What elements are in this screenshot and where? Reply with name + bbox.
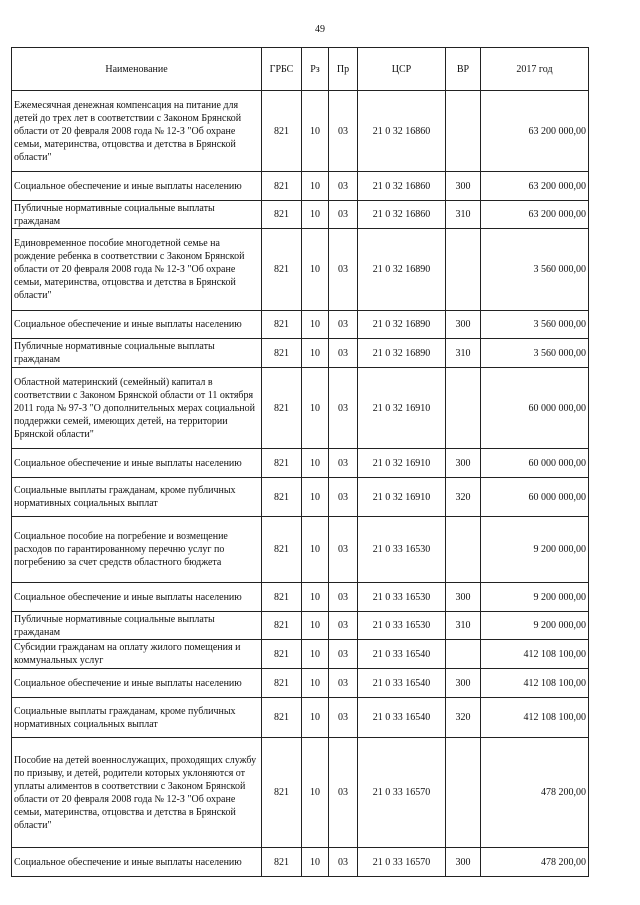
cell-grbs: 821	[262, 368, 302, 449]
cell-amount: 478 200,00	[481, 738, 589, 848]
cell-rz: 10	[302, 478, 329, 517]
cell-grbs: 821	[262, 640, 302, 669]
cell-vr	[446, 640, 481, 669]
cell-grbs: 821	[262, 449, 302, 478]
cell-name: Субсидии гражданам на оплату жилого помещения и коммунальных услуг	[12, 640, 262, 669]
cell-grbs: 821	[262, 583, 302, 612]
cell-rz: 10	[302, 311, 329, 339]
cell-csr: 21 0 33 16570	[358, 848, 446, 877]
cell-rz: 10	[302, 583, 329, 612]
cell-amount: 9 200 000,00	[481, 612, 589, 640]
cell-pr: 03	[329, 698, 358, 738]
cell-rz: 10	[302, 229, 329, 311]
cell-amount: 3 560 000,00	[481, 339, 589, 368]
cell-csr: 21 0 32 16860	[358, 91, 446, 172]
cell-pr: 03	[329, 311, 358, 339]
cell-grbs: 821	[262, 612, 302, 640]
cell-rz: 10	[302, 698, 329, 738]
header-name: Наименование	[12, 48, 262, 91]
cell-name: Социальные выплаты гражданам, кроме публичных нормативных социальных выплат	[12, 698, 262, 738]
cell-pr: 03	[329, 640, 358, 669]
cell-vr	[446, 517, 481, 583]
cell-csr: 21 0 33 16540	[358, 698, 446, 738]
cell-grbs: 821	[262, 478, 302, 517]
cell-rz: 10	[302, 201, 329, 229]
cell-rz: 10	[302, 640, 329, 669]
cell-pr: 03	[329, 172, 358, 201]
cell-name: Социальное обеспечение и иные выплаты населению	[12, 311, 262, 339]
table-row	[12, 640, 589, 669]
table-row	[12, 91, 589, 172]
cell-name: Областной материнский (семейный) капитал в соответствии с Законом Брянской области от 11 октября 2011 года № 97-З "О дополнительных мерах социальной поддержки семей, имеющих детей, на территории Брянской области"	[12, 368, 262, 449]
cell-rz: 10	[302, 339, 329, 368]
cell-vr	[446, 229, 481, 311]
cell-csr: 21 0 32 16860	[358, 172, 446, 201]
cell-grbs: 821	[262, 201, 302, 229]
cell-pr: 03	[329, 91, 358, 172]
cell-amount: 60 000 000,00	[481, 368, 589, 449]
cell-csr: 21 0 33 16540	[358, 669, 446, 698]
cell-name: Социальные выплаты гражданам, кроме публичных нормативных социальных выплат	[12, 478, 262, 517]
cell-csr: 21 0 32 16890	[358, 339, 446, 368]
cell-grbs: 821	[262, 669, 302, 698]
cell-vr	[446, 91, 481, 172]
cell-pr: 03	[329, 517, 358, 583]
cell-grbs: 821	[262, 848, 302, 877]
header-vr: ВР	[446, 48, 481, 91]
cell-pr: 03	[329, 339, 358, 368]
budget-table	[11, 47, 589, 877]
cell-csr: 21 0 33 16540	[358, 640, 446, 669]
cell-name: Единовременное пособие многодетной семье на рождение ребенка в соответствии с Законом Брянской области от 20 февраля 2008 года № 12-З "Об охране семьи, материнства, отцовства и детства в Брянской области"	[12, 229, 262, 311]
cell-grbs: 821	[262, 339, 302, 368]
header-pr: Пр	[329, 48, 358, 91]
cell-rz: 10	[302, 517, 329, 583]
cell-pr: 03	[329, 583, 358, 612]
cell-pr: 03	[329, 449, 358, 478]
cell-amount: 412 108 100,00	[481, 640, 589, 669]
cell-name: Социальное обеспечение и иные выплаты населению	[12, 583, 262, 612]
table-row	[12, 201, 589, 229]
cell-rz: 10	[302, 368, 329, 449]
cell-grbs: 821	[262, 172, 302, 201]
cell-rz: 10	[302, 848, 329, 877]
cell-amount: 9 200 000,00	[481, 583, 589, 612]
table-row	[12, 229, 589, 311]
cell-csr: 21 0 32 16860	[358, 201, 446, 229]
page-number: 49	[315, 24, 325, 35]
cell-amount: 412 108 100,00	[481, 669, 589, 698]
cell-name: Социальное обеспечение и иные выплаты населению	[12, 669, 262, 698]
cell-rz: 10	[302, 738, 329, 848]
table-row	[12, 583, 589, 612]
cell-rz: 10	[302, 172, 329, 201]
cell-csr: 21 0 32 16890	[358, 229, 446, 311]
cell-rz: 10	[302, 449, 329, 478]
cell-vr: 310	[446, 201, 481, 229]
cell-vr: 300	[446, 669, 481, 698]
cell-csr: 21 0 32 16910	[358, 478, 446, 517]
header-csr: ЦСР	[358, 48, 446, 91]
header-year: 2017 год	[481, 48, 589, 91]
table-row	[12, 339, 589, 368]
cell-amount: 63 200 000,00	[481, 91, 589, 172]
table-row	[12, 478, 589, 517]
cell-vr: 300	[446, 311, 481, 339]
cell-pr: 03	[329, 738, 358, 848]
cell-amount: 60 000 000,00	[481, 449, 589, 478]
cell-grbs: 821	[262, 311, 302, 339]
cell-name: Социальное обеспечение и иные выплаты населению	[12, 449, 262, 478]
cell-amount: 3 560 000,00	[481, 311, 589, 339]
cell-name: Социальное обеспечение и иные выплаты населению	[12, 172, 262, 201]
table-row	[12, 172, 589, 201]
cell-vr	[446, 368, 481, 449]
cell-rz: 10	[302, 669, 329, 698]
cell-vr: 300	[446, 449, 481, 478]
cell-vr: 310	[446, 612, 481, 640]
cell-amount: 63 200 000,00	[481, 201, 589, 229]
cell-pr: 03	[329, 229, 358, 311]
cell-pr: 03	[329, 848, 358, 877]
cell-vr: 320	[446, 698, 481, 738]
header-rz: Рз	[302, 48, 329, 91]
cell-rz: 10	[302, 612, 329, 640]
cell-grbs: 821	[262, 738, 302, 848]
cell-grbs: 821	[262, 91, 302, 172]
table-row	[12, 698, 589, 738]
cell-vr: 300	[446, 172, 481, 201]
cell-csr: 21 0 33 16530	[358, 612, 446, 640]
table-row	[12, 612, 589, 640]
cell-name: Социальное пособие на погребение и возмещение расходов по гарантированному перечню услуг по погребению за счет средств областного бюджета	[12, 517, 262, 583]
table-body	[12, 91, 589, 877]
cell-csr: 21 0 33 16570	[358, 738, 446, 848]
cell-amount: 412 108 100,00	[481, 698, 589, 738]
cell-amount: 60 000 000,00	[481, 478, 589, 517]
cell-amount: 3 560 000,00	[481, 229, 589, 311]
cell-grbs: 821	[262, 229, 302, 311]
cell-pr: 03	[329, 478, 358, 517]
cell-csr: 21 0 32 16910	[358, 449, 446, 478]
cell-csr: 21 0 32 16890	[358, 311, 446, 339]
cell-csr: 21 0 32 16910	[358, 368, 446, 449]
cell-csr: 21 0 33 16530	[358, 583, 446, 612]
table-row	[12, 848, 589, 877]
cell-name: Публичные нормативные социальные выплаты гражданам	[12, 612, 262, 640]
table-row	[12, 738, 589, 848]
cell-pr: 03	[329, 201, 358, 229]
table-row	[12, 449, 589, 478]
table-header-row	[12, 48, 589, 91]
cell-vr: 300	[446, 848, 481, 877]
cell-rz: 10	[302, 91, 329, 172]
cell-name: Социальное обеспечение и иные выплаты населению	[12, 848, 262, 877]
table-row	[12, 517, 589, 583]
cell-grbs: 821	[262, 517, 302, 583]
cell-name: Публичные нормативные социальные выплаты гражданам	[12, 339, 262, 368]
cell-pr: 03	[329, 669, 358, 698]
cell-vr: 310	[446, 339, 481, 368]
table-row	[12, 311, 589, 339]
cell-name: Ежемесячная денежная компенсация на питание для детей до трех лет в соответствии с Законом Брянской области от 20 февраля 2008 года № 12-З "Об охране семьи, материнства, отцовства и детства в Брянской области"	[12, 91, 262, 172]
table-row	[12, 669, 589, 698]
cell-amount: 63 200 000,00	[481, 172, 589, 201]
cell-name: Пособие на детей военнослужащих, проходящих службу по призыву, и детей, родители которых уклоняются от уплаты алиментов в соответствии с Законом Брянской области от 20 февраля 2008 года № 12-З "Об охране семьи, материнства, отцовства и детства в Брянской области"	[12, 738, 262, 848]
cell-name: Публичные нормативные социальные выплаты гражданам	[12, 201, 262, 229]
cell-pr: 03	[329, 368, 358, 449]
cell-vr: 320	[446, 478, 481, 517]
cell-vr: 300	[446, 583, 481, 612]
header-grbs: ГРБС	[262, 48, 302, 91]
cell-amount: 9 200 000,00	[481, 517, 589, 583]
cell-grbs: 821	[262, 698, 302, 738]
cell-csr: 21 0 33 16530	[358, 517, 446, 583]
table-row	[12, 368, 589, 449]
cell-pr: 03	[329, 612, 358, 640]
cell-amount: 478 200,00	[481, 848, 589, 877]
cell-vr	[446, 738, 481, 848]
